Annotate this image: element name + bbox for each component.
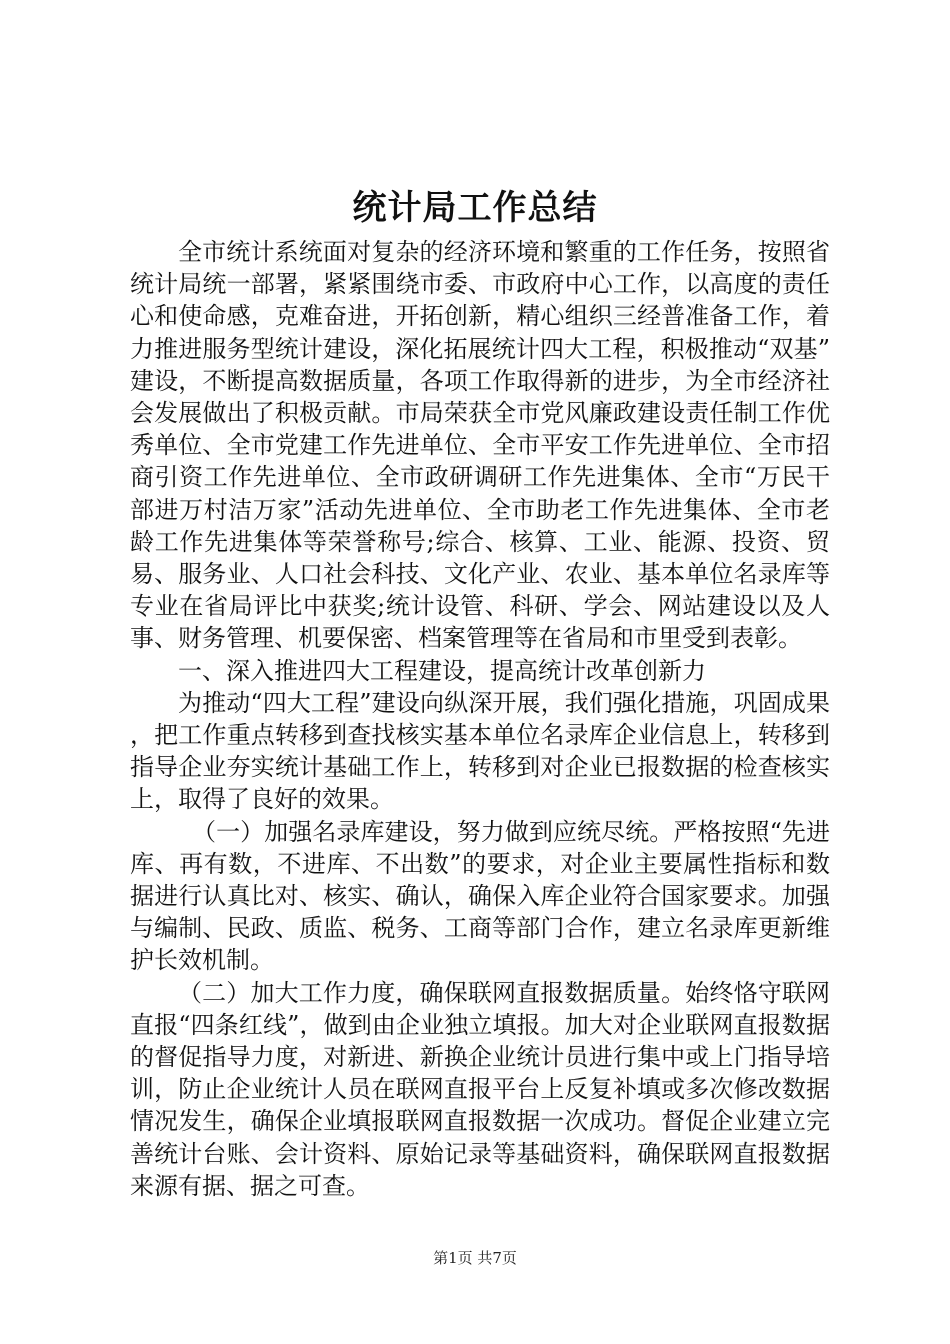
subsection-paragraph-1: （一）加强名录库建设，努力做到应统尽统。严格按照“先进库、再有数，不进库、不出数”的要求，对企业主要属性指标和数据进行认真比对、核实、确认，确保入库企业符合国家要求。加强与编制、民政、质监、税务、工商等部门合作，建立名录库更新维护长效机制。 — [130, 817, 830, 975]
document-body — [130, 236, 830, 1202]
page-number-footer: 第1页 共7页 — [433, 1249, 517, 1267]
intro-paragraph: 全市统计系统面对复杂的经济环境和繁重的工作任务，按照省统计局统一部署，紧紧围绕市委、市政府中心工作，以高度的责任心和使命感，克难奋进，开拓创新，精心组织三经普准备工作，着力推进服务型统计建设，深化拓展统计四大工程，积极推动“双基”建设，不断提高数据质量，各项工作取得新的进步，为全市经济社会发展做出了积极贡献。市局荣获全市党风廉政建设责任制工作优秀单位、全市党建工作先进单位、全市平安工作先进单位、全市招商引资工作先进单位、全市政研调研工作先进集体、全市“万民干部进万村洁万家”活动先进单位、全市助老工作先进集体、全市老龄工作先进集体等荣誉称号;综合、核算、工业、能源、投资、贸易、服务业、人口社会科技、文化产业、农业、基本单位名录库等专业在省局评比中获奖;统计设管、科研、学会、网站建设以及人事、财务管理、机要保密、档案管理等在省局和市里受到表彰。 — [130, 238, 830, 653]
section-heading: 一、深入推进四大工程建设，提高统计改革创新力 — [178, 656, 706, 685]
document-title: 统计局工作总结 — [352, 188, 598, 228]
subsection-paragraph-2: （二）加大工作力度，确保联网直报数据质量。始终恪守联网直报“四条红线”，做到由企业独立填报。加大对企业联网直报数据的督促指导力度，对新进、新换企业统计员进行集中或上门指导培训，防止企业统计人员在联网直报平台上反复补填或多次修改数据情况发生，确保企业填报联网直报数据一次成功。督促企业建立完善统计台账、会计资料、原始记录等基础资料，确保联网直报数据来源有据、据之可查。 — [130, 978, 830, 1200]
section-paragraph: 为推动“四大工程”建设向纵深开展，我们强化措施，巩固成果，把工作重点转移到查找核实基本单位名录库企业信息上，转移到指导企业夯实统计基础工作上，转移到对企业已报数据的检查核实上，取得了良好的效果。 — [130, 688, 830, 814]
